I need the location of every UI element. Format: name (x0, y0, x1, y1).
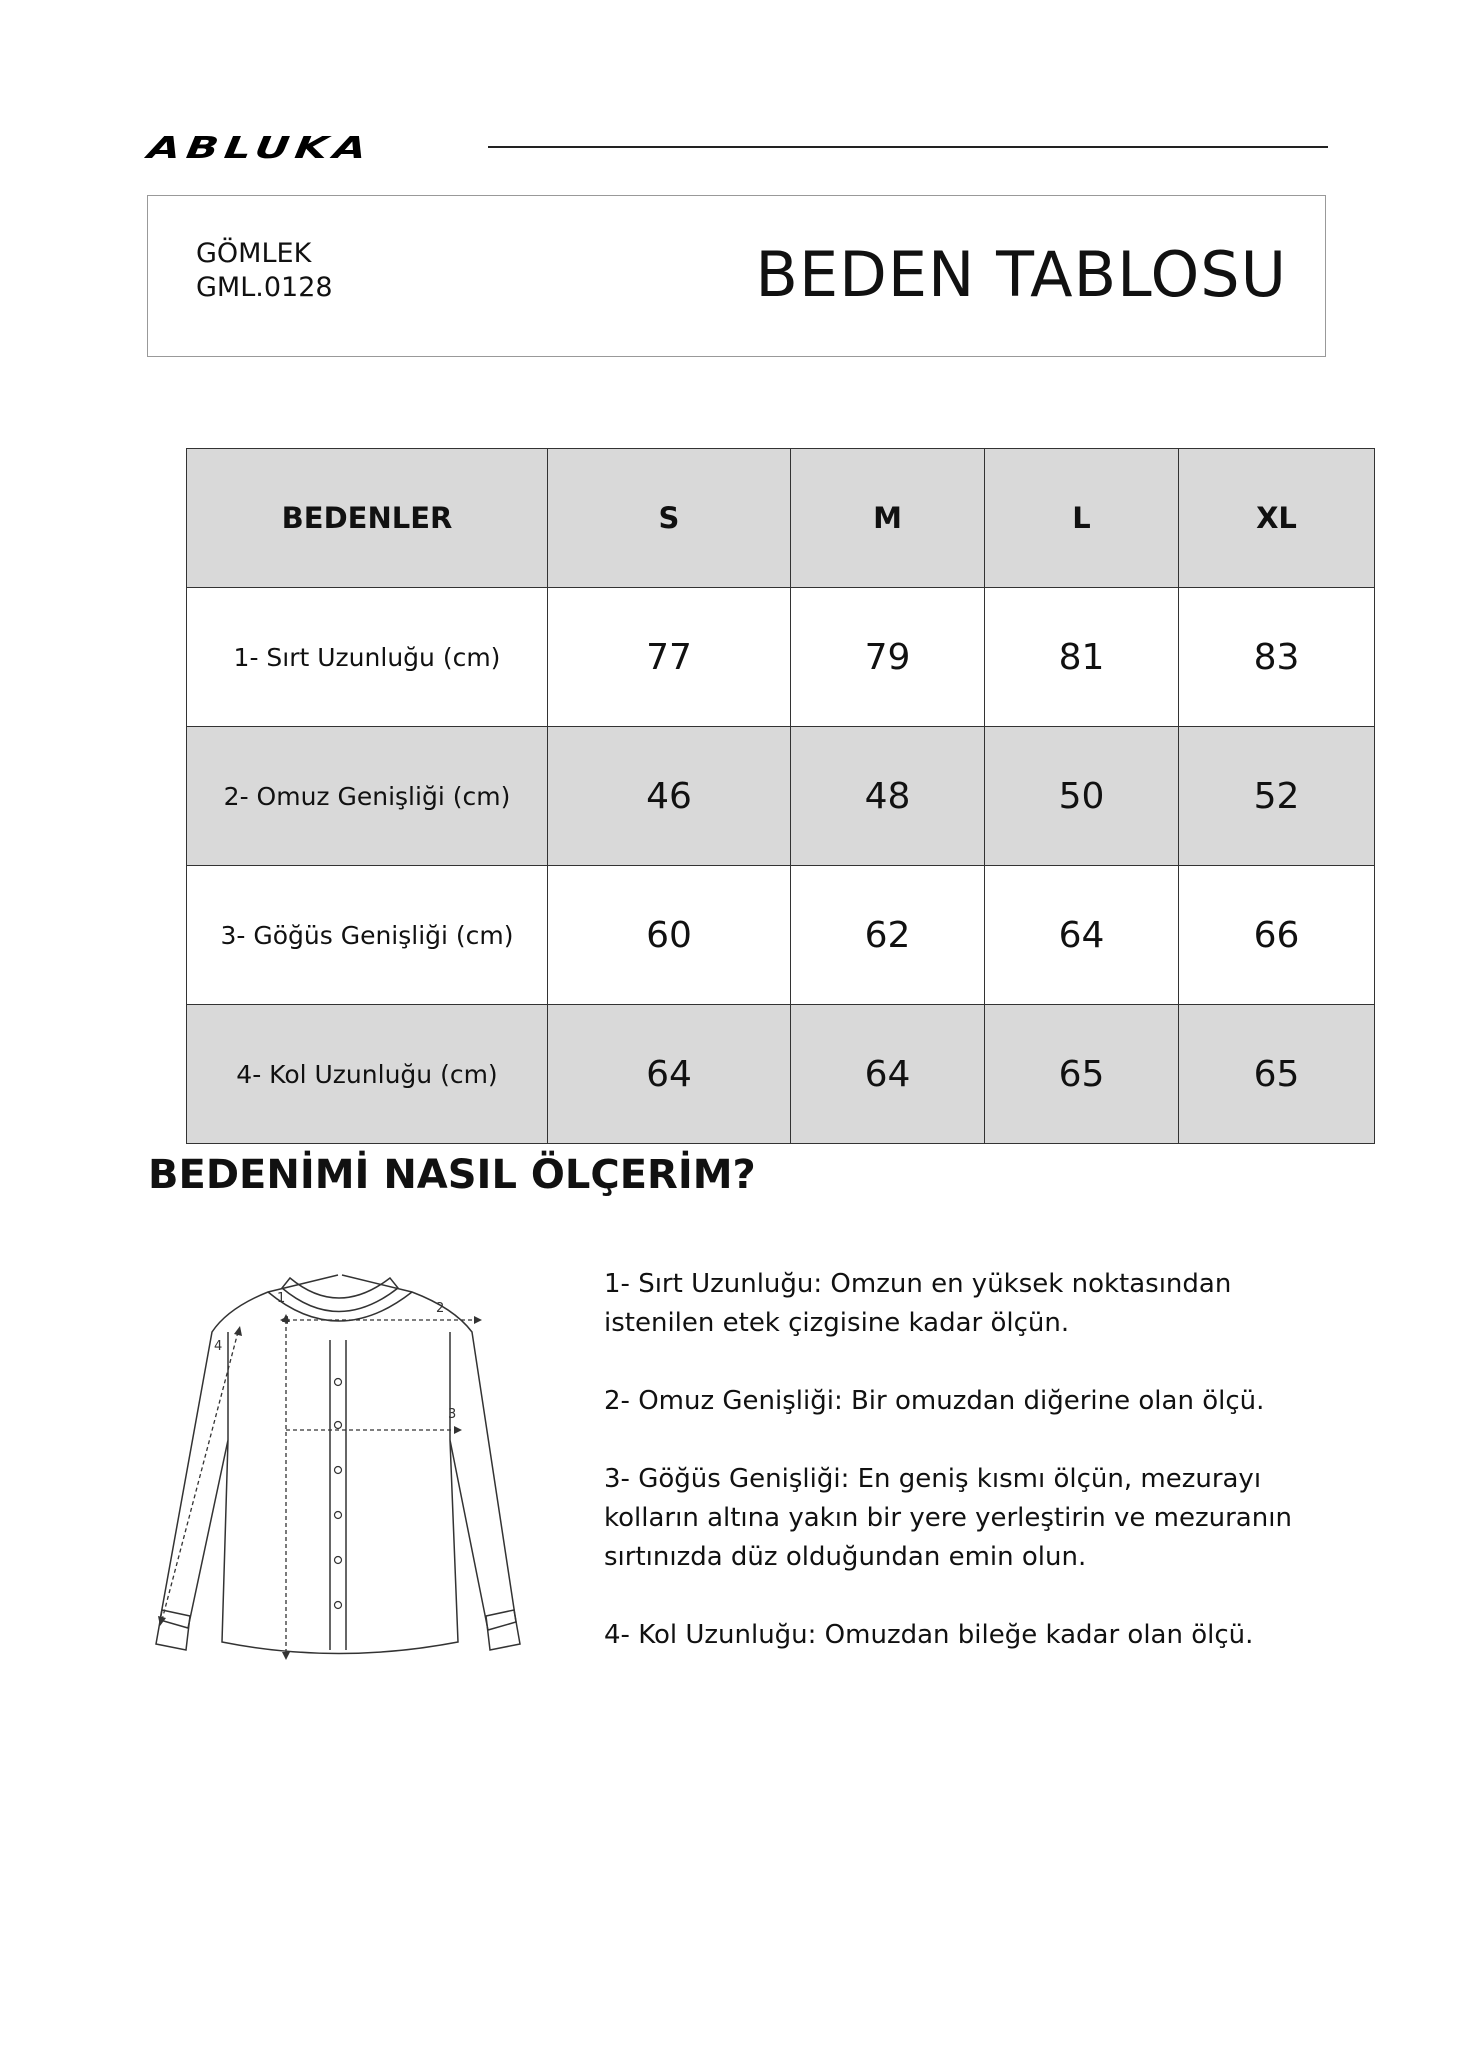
table-cell: 64 (985, 866, 1179, 1005)
measurement-instructions (604, 1265, 1304, 1694)
button (335, 1422, 342, 1429)
product-header-box (147, 195, 1326, 357)
brand-logo: ABLUKA (145, 130, 375, 166)
button (335, 1557, 342, 1564)
table-cell: 62 (791, 866, 985, 1005)
instruction-chest-width: 3- Göğüs Genişliği: En geniş kısmı ölçün, mezurayı kolların altına yakın bir yere yerleştirin ve mezuranın sırtınızda düz olduğundan emin olun. (604, 1464, 1292, 1572)
left-cuff (156, 1610, 190, 1650)
shirt-measurement-diagram (150, 1270, 560, 1690)
table-cell: 64 (548, 1005, 791, 1144)
arrow-icon (282, 1652, 290, 1660)
table-cell: 64 (791, 1005, 985, 1144)
table-row (187, 1005, 1375, 1144)
table-header-row (187, 449, 1375, 588)
button (335, 1602, 342, 1609)
instruction-shoulder-width: 2- Omuz Genişliği: Bir omuzdan diğerine olan ölçü. (604, 1386, 1265, 1416)
corner-header: BEDENLER (187, 449, 548, 588)
arrow-icon (454, 1426, 462, 1434)
button (335, 1467, 342, 1474)
collar-outline (268, 1292, 412, 1321)
brand-header (145, 128, 1328, 168)
size-chart-table (186, 448, 1375, 1144)
table-row (187, 588, 1375, 727)
table-cell: 46 (548, 727, 791, 866)
diagram-label-3: 3 (448, 1407, 457, 1422)
page-title: BEDEN TABLOSU (755, 238, 1287, 311)
table-cell: 66 (1179, 866, 1375, 1005)
row-label: 2- Omuz Genişliği (cm) (187, 727, 548, 866)
table-cell: 65 (1179, 1005, 1375, 1144)
arrow-icon (280, 1316, 288, 1324)
button (335, 1512, 342, 1519)
table-cell: 77 (548, 588, 791, 727)
table-cell: 60 (548, 866, 791, 1005)
header-rule (488, 146, 1328, 148)
row-label: 3- Göğüs Genişliği (cm) (187, 866, 548, 1005)
size-header-l: L (985, 449, 1179, 588)
size-header-s: S (548, 449, 791, 588)
button (335, 1379, 342, 1386)
table-row (187, 727, 1375, 866)
product-code: GML.0128 (196, 272, 333, 303)
size-header-m: M (791, 449, 985, 588)
instruction-back-length: 1- Sırt Uzunluğu: Omzun en yüksek noktasından istenilen etek çizgisine kadar ölçün. (604, 1269, 1232, 1338)
section-title: BEDENİMİ NASIL ÖLÇERİM? (148, 1152, 756, 1198)
table-row (187, 866, 1375, 1005)
diagram-label-2: 2 (436, 1301, 445, 1316)
instruction-sleeve-length: 4- Kol Uzunluğu: Omuzdan bileğe kadar olan ölçü. (604, 1620, 1254, 1650)
arrow-icon (234, 1326, 242, 1336)
arrow-icon (474, 1316, 482, 1324)
shirt-outline (160, 1275, 516, 1654)
diagram-label-1: 1 (277, 1291, 286, 1306)
table-cell: 65 (985, 1005, 1179, 1144)
product-type: GÖMLEK (196, 238, 312, 269)
table-cell: 81 (985, 588, 1179, 727)
table-cell: 79 (791, 588, 985, 727)
table-cell: 52 (1179, 727, 1375, 866)
collar-band (282, 1278, 398, 1312)
table-cell: 48 (791, 727, 985, 866)
row-label: 1- Sırt Uzunluğu (cm) (187, 588, 548, 727)
table-cell: 50 (985, 727, 1179, 866)
table-cell: 83 (1179, 588, 1375, 727)
diagram-label-4: 4 (214, 1339, 223, 1354)
size-header-xl: XL (1179, 449, 1375, 588)
right-cuff (486, 1610, 520, 1650)
row-label: 4- Kol Uzunluğu (cm) (187, 1005, 548, 1144)
